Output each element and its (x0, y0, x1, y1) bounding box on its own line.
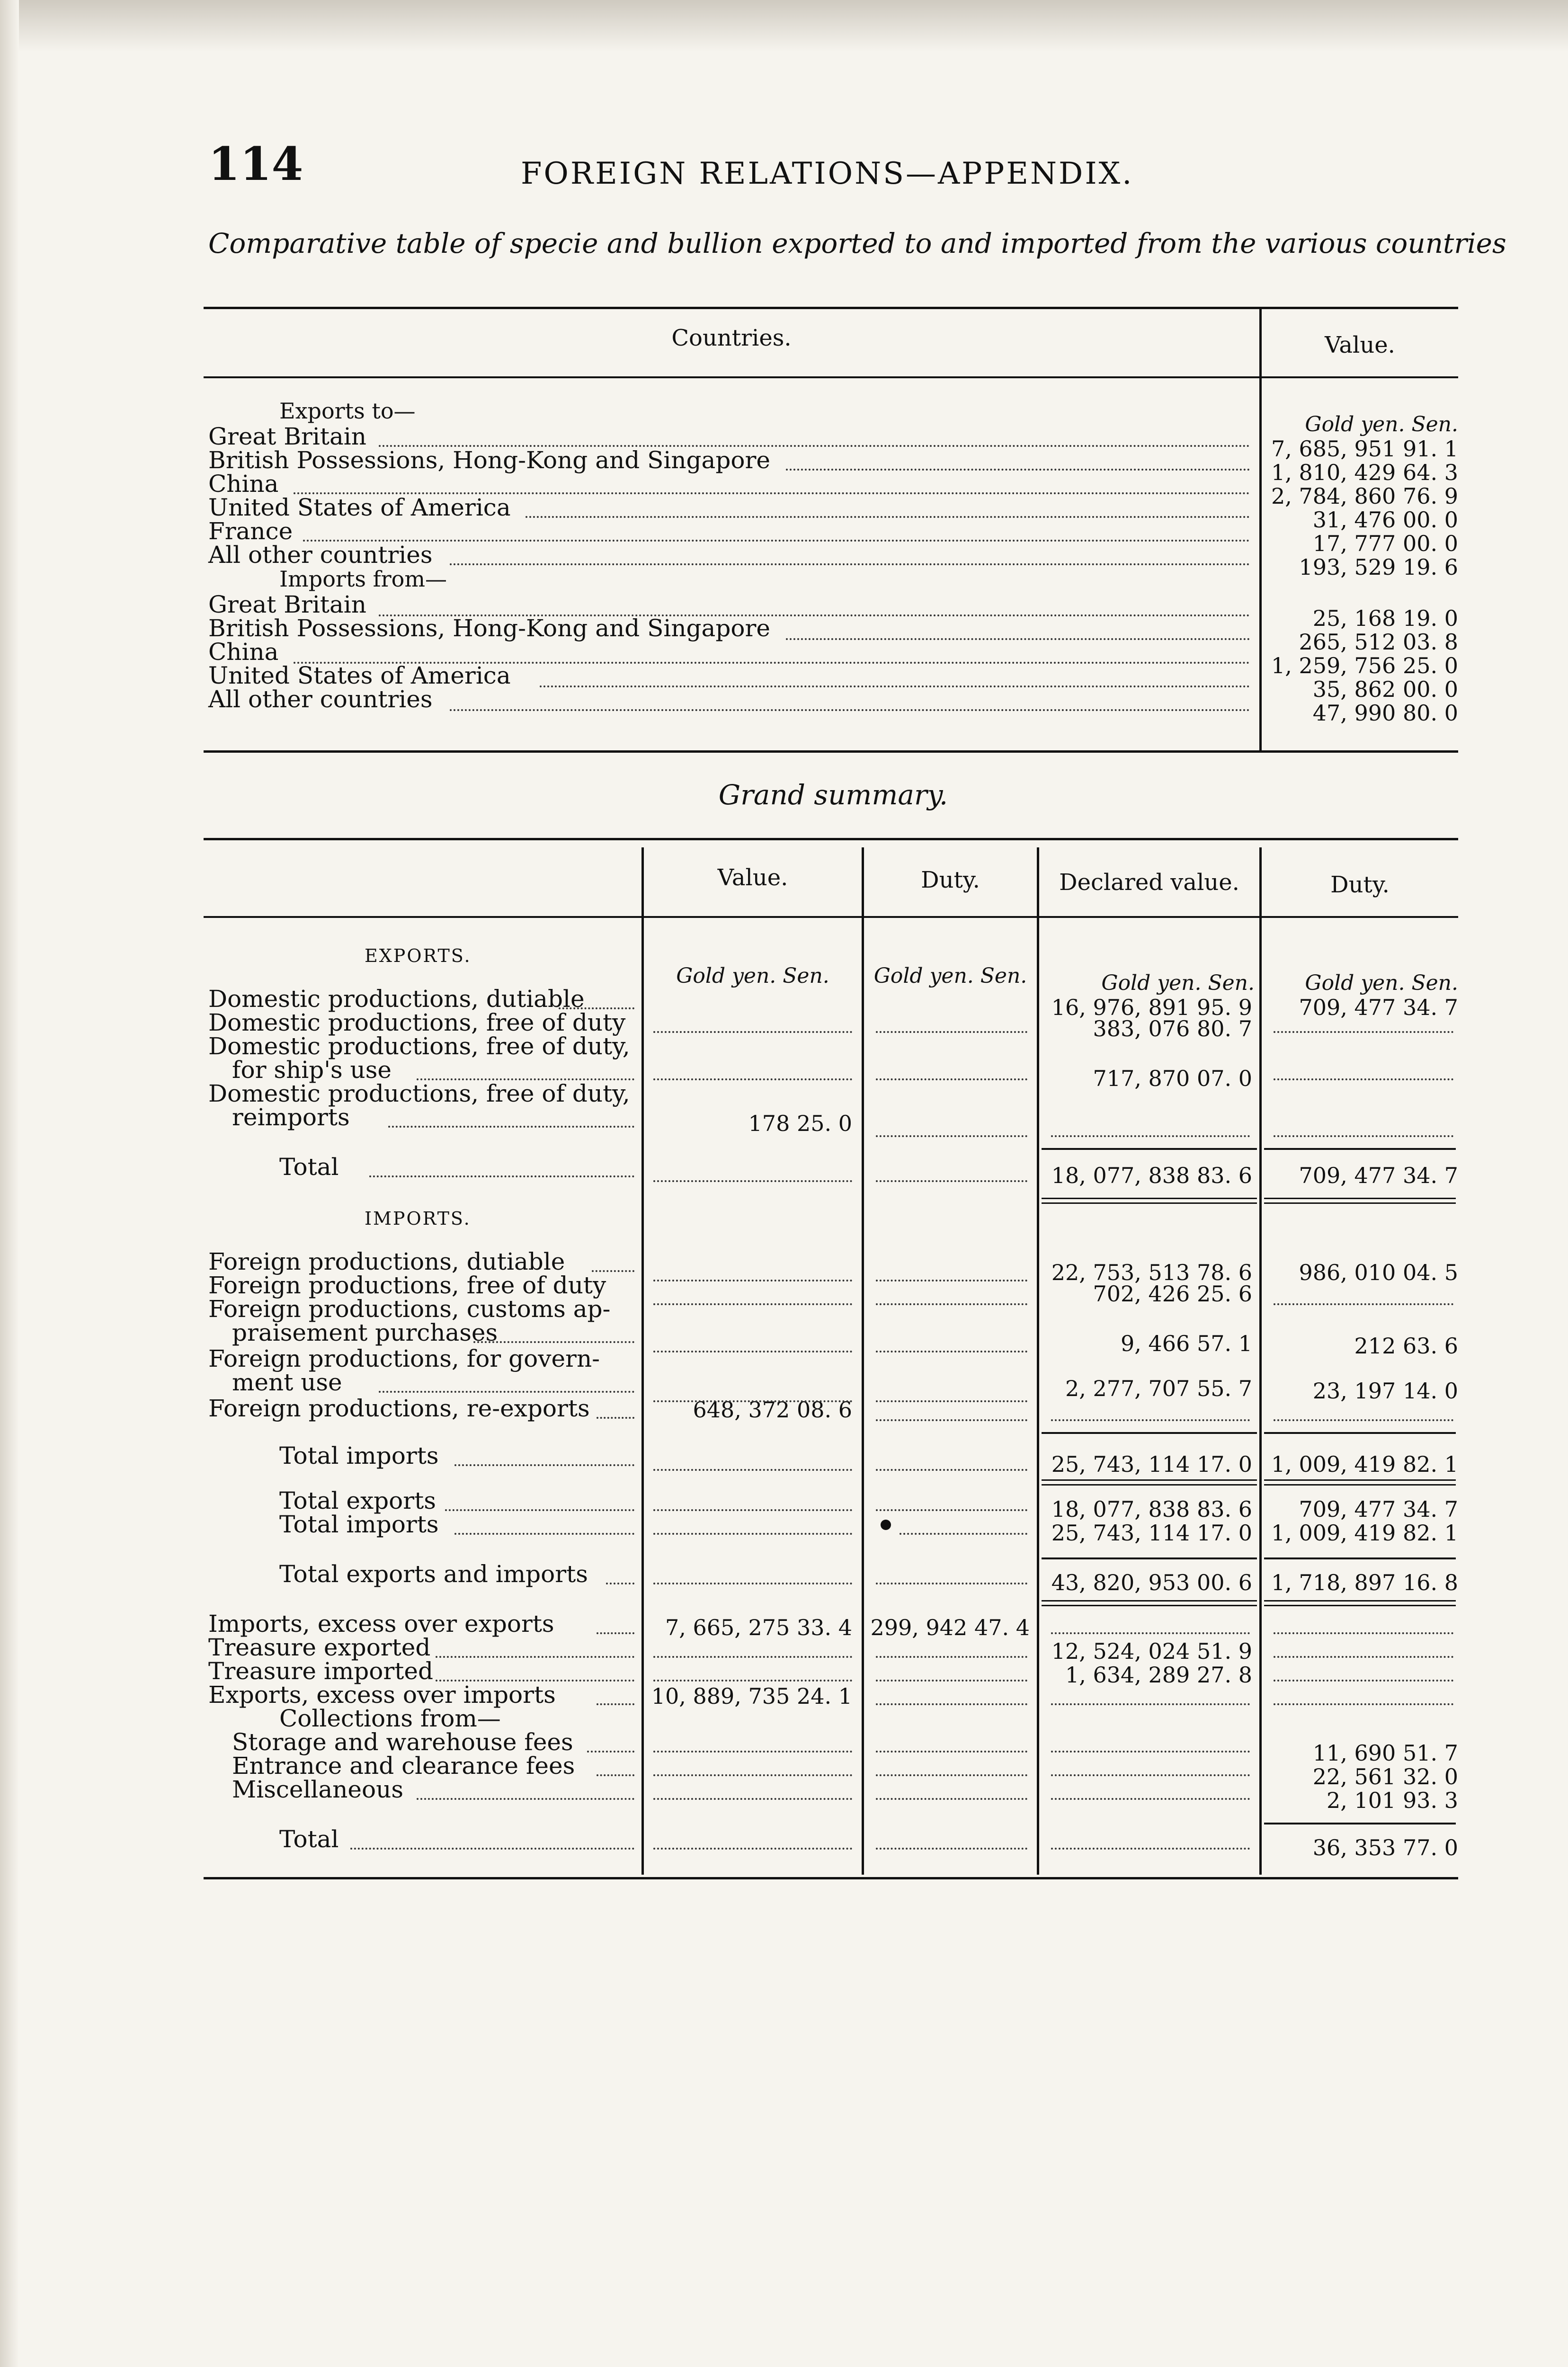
leader-dots (876, 1419, 1027, 1421)
page-top-edge (0, 0, 1568, 52)
unit-header: Gold yen. Sen. (1305, 971, 1458, 995)
summary-bottom-rule (204, 1877, 1458, 1879)
leader-dots (653, 1774, 852, 1776)
leader-dots (606, 1583, 634, 1584)
leader-dots (876, 1680, 1027, 1682)
row-label: Treasure imported (208, 1657, 433, 1685)
leader-dots (597, 1417, 634, 1419)
double-rule (1042, 1202, 1257, 1204)
double-rule (1042, 1198, 1257, 1199)
row-label: Foreign productions, free of duty (208, 1272, 606, 1299)
leader-dots (653, 1680, 852, 1682)
double-rule (1264, 1605, 1456, 1606)
row-label-cont: for ship's use (232, 1056, 392, 1084)
col-header-countries: Countries. (671, 325, 792, 351)
leader-dots (653, 1751, 852, 1753)
leader-dots (876, 1303, 1027, 1305)
ink-blot (881, 1520, 891, 1530)
exports-heading: EXPORTS. (365, 945, 472, 966)
page-left-edge (0, 0, 19, 2367)
duty2-cell: 709, 477 34. 7 (1299, 1496, 1458, 1522)
summary-top-rule (204, 838, 1458, 840)
duty2-cell: 23, 197 14. 0 (1312, 1378, 1458, 1404)
leader-dots (653, 1280, 852, 1281)
leader-dots (876, 1400, 1027, 1402)
declared-value-cell: 702, 426 25. 6 (1093, 1281, 1252, 1307)
declared-value-cell: 717, 870 07. 0 (1093, 1066, 1252, 1091)
leader-dots (876, 1848, 1027, 1850)
leader-dots (876, 1703, 1027, 1705)
leader-dots (369, 1175, 634, 1177)
total-label: Total imports (279, 1511, 439, 1538)
duty2-cell: 709, 477 34. 7 (1299, 995, 1458, 1020)
col-header-duty: Duty. (921, 867, 980, 893)
double-rule (1264, 1484, 1456, 1486)
unit-header: Gold yen. Sen. (1101, 971, 1255, 995)
declared-value-cell: 12, 524, 024 51. 9 (1051, 1638, 1252, 1664)
unit-header: Gold yen. Sen. (1305, 412, 1458, 436)
row-label: Collections from— (279, 1705, 501, 1732)
row-label: Foreign productions, re-exports (208, 1395, 590, 1422)
double-rule (1264, 1202, 1456, 1204)
leader-dots (1051, 1798, 1250, 1800)
table1-column-divider (1259, 308, 1262, 750)
leader-dots (1274, 1031, 1453, 1033)
unit-header: Gold yen. Sen. (873, 964, 1027, 988)
double-rule (1042, 1479, 1257, 1481)
value-cell: 35, 862 00. 0 (1312, 676, 1458, 702)
leader-dots (350, 1848, 634, 1850)
leader-dots (876, 1751, 1027, 1753)
double-rule (1042, 1605, 1257, 1606)
leader-dots (1051, 1848, 1250, 1850)
subtotal-rule (1042, 1557, 1257, 1559)
leader-dots (653, 1400, 852, 1402)
leader-dots (653, 1798, 852, 1800)
leader-dots (1274, 1656, 1453, 1658)
leader-dots (876, 1656, 1027, 1658)
leader-dots (1274, 1632, 1453, 1634)
total-label: Total exports (279, 1487, 436, 1514)
double-rule (1264, 1479, 1456, 1481)
leader-dots (876, 1509, 1027, 1511)
double-rule (1042, 1484, 1257, 1486)
declared-value-cell: 16, 976, 891 95. 9 (1051, 995, 1252, 1020)
duty2-cell: 2, 101 93. 3 (1327, 1788, 1458, 1813)
country-label: British Possessions, Hong-Kong and Singapore (208, 446, 770, 474)
col-header-value: Value. (717, 864, 788, 891)
declared-value-cell: 2, 277, 707 55. 7 (1065, 1376, 1252, 1401)
leader-dots (417, 1078, 634, 1080)
row-label: Foreign productions, dutiable (208, 1248, 565, 1275)
leader-dots (1274, 1680, 1453, 1682)
leader-dots (388, 1126, 634, 1128)
duty2-cell: 1, 009, 419 82. 1 (1271, 1451, 1458, 1477)
value-cell: 648, 372 08. 6 (693, 1397, 852, 1423)
leader-dots (540, 685, 1250, 687)
row-label: Storage and warehouse fees (232, 1728, 573, 1756)
leader-dots (876, 1583, 1027, 1584)
leader-dots (1051, 1774, 1250, 1776)
summary-header-rule (204, 916, 1458, 918)
country-label: United States of America (208, 662, 511, 689)
leader-dots (653, 1469, 852, 1471)
leader-dots (876, 1135, 1027, 1137)
row-label: Imports, excess over exports (208, 1610, 554, 1637)
leader-dots (436, 1656, 634, 1658)
leader-dots (876, 1280, 1027, 1281)
leader-dots (597, 1632, 634, 1634)
leader-dots (653, 1303, 852, 1305)
country-label: All other countries (208, 541, 433, 569)
double-rule (1264, 1600, 1456, 1602)
subtotal-rule (1264, 1557, 1456, 1559)
leader-dots (445, 1509, 634, 1511)
row-label: Domestic productions, free of duty, (208, 1080, 630, 1107)
subtotal-rule (1042, 1148, 1257, 1150)
row-label: Domestic productions, free of duty (208, 1009, 626, 1036)
table1-caption: Comparative table of specie and bullion exported to and imported from the various countries (208, 227, 1506, 259)
value-cell: 31, 476 00. 0 (1312, 507, 1458, 533)
value-cell: 7, 665, 275 33. 4 (665, 1615, 852, 1640)
row-label-cont: reimports (232, 1103, 350, 1131)
leader-dots (454, 1533, 634, 1535)
leader-dots (454, 1464, 634, 1466)
declared-value-cell: 25, 743, 114 17. 0 (1051, 1520, 1252, 1546)
country-label: All other countries (208, 685, 433, 713)
leader-dots (597, 1703, 634, 1705)
row-label: Entrance and clearance fees (232, 1752, 575, 1780)
leader-dots (653, 1583, 852, 1584)
row-label: Domestic productions, dutiable (208, 985, 585, 1013)
duty2-cell: 36, 353 77. 0 (1312, 1835, 1458, 1860)
leader-dots (1051, 1751, 1250, 1753)
duty2-cell: 986, 010 04. 5 (1299, 1260, 1458, 1285)
row-label: Treasure exported (208, 1634, 431, 1661)
value-cell: 1, 810, 429 64. 3 (1271, 460, 1458, 485)
row-label-cont: ment use (232, 1369, 342, 1396)
leader-dots (436, 1680, 634, 1682)
leader-dots (900, 1533, 1027, 1535)
leader-dots (1274, 1303, 1453, 1305)
row-label: Foreign productions, customs ap- (208, 1295, 611, 1323)
declared-value-cell: 22, 753, 513 78. 6 (1051, 1260, 1252, 1285)
leader-dots (653, 1533, 852, 1535)
total-label: Total (279, 1153, 339, 1181)
value-cell: 2, 784, 860 76. 9 (1271, 483, 1458, 509)
country-label: Great Britain (208, 591, 366, 618)
leader-dots (1274, 1703, 1453, 1705)
row-label-cont: praisement purchases (232, 1319, 498, 1346)
col-header-value: Value. (1325, 332, 1395, 358)
declared-value-cell: 43, 820, 953 00. 6 (1051, 1570, 1252, 1595)
declared-value-cell: 9, 466 57. 1 (1121, 1331, 1252, 1356)
leader-dots (653, 1848, 852, 1850)
duty2-cell: 709, 477 34. 7 (1299, 1163, 1458, 1188)
leader-dots (450, 709, 1250, 711)
value-cell: 1, 259, 756 25. 0 (1271, 653, 1458, 678)
leader-dots (876, 1469, 1027, 1471)
value-cell: 193, 529 19. 6 (1299, 554, 1458, 580)
leader-dots (417, 1798, 634, 1800)
value-cell: 10, 889, 735 24. 1 (651, 1683, 852, 1709)
unit-header: Gold yen. Sen. (676, 964, 829, 988)
row-label: Domestic productions, free of duty, (208, 1032, 630, 1060)
declared-value-cell: 18, 077, 838 83. 6 (1051, 1496, 1252, 1522)
summary-col-divider (862, 847, 864, 1875)
row-label: Foreign productions, for govern- (208, 1345, 600, 1372)
leader-dots (653, 1656, 852, 1658)
subtotal-rule (1264, 1823, 1456, 1824)
leader-dots (786, 469, 1250, 471)
leader-dots (653, 1180, 852, 1182)
leader-dots (303, 540, 1250, 542)
leader-dots (597, 1774, 634, 1776)
declared-value-cell: 1, 634, 289 27. 8 (1065, 1662, 1252, 1688)
duty2-cell: 212 63. 6 (1354, 1333, 1458, 1359)
country-label: United States of America (208, 494, 511, 521)
row-label: Exports, excess over imports (208, 1681, 556, 1709)
declared-value-cell: 18, 077, 838 83. 6 (1051, 1163, 1252, 1188)
value-cell: 47, 990 80. 0 (1312, 700, 1458, 726)
leader-dots (653, 1351, 852, 1353)
value-cell: 265, 512 03. 8 (1299, 629, 1458, 655)
exports-to-heading: Exports to— (279, 398, 416, 424)
total-label: Total imports (279, 1442, 439, 1469)
col-header-declared-value: Declared value. (1059, 869, 1239, 896)
leader-dots (1051, 1135, 1250, 1137)
imports-from-heading: Imports from— (279, 566, 447, 592)
leader-dots (592, 1270, 634, 1272)
value-cell: 25, 168 19. 0 (1312, 605, 1458, 631)
double-rule (1264, 1198, 1456, 1199)
leader-dots (876, 1351, 1027, 1353)
total-label: Total exports and imports (279, 1560, 588, 1588)
leader-dots (1051, 1419, 1250, 1421)
leader-dots (876, 1774, 1027, 1776)
value-cell: 7, 685, 951 91. 1 (1271, 436, 1458, 462)
country-label: China (208, 470, 279, 498)
leader-dots (1051, 1703, 1250, 1705)
table1-bottom-rule (204, 750, 1458, 753)
leader-dots (559, 1007, 634, 1009)
leader-dots (876, 1798, 1027, 1800)
duty2-cell: 22, 561 32. 0 (1312, 1764, 1458, 1789)
leader-dots (876, 1078, 1027, 1080)
leader-dots (473, 1341, 634, 1343)
leader-dots (587, 1751, 634, 1753)
leader-dots (1274, 1419, 1453, 1421)
country-label: China (208, 638, 279, 666)
table1-top-rule (204, 307, 1458, 309)
leader-dots (786, 638, 1250, 640)
double-rule (1042, 1600, 1257, 1602)
duty-cell: 299, 942 47. 4 (870, 1615, 1030, 1640)
leader-dots (876, 1180, 1027, 1182)
duty2-cell: 1, 718, 897 16. 8 (1271, 1570, 1458, 1595)
declared-value-cell: 25, 743, 114 17. 0 (1051, 1451, 1252, 1477)
leader-dots (876, 1031, 1027, 1033)
country-label: Great Britain (208, 423, 366, 450)
leader-dots (653, 1031, 852, 1033)
subtotal-rule (1042, 1432, 1257, 1434)
subtotal-rule (1264, 1432, 1456, 1434)
grand-summary-title: Grand summary. (718, 779, 948, 811)
col-header-duty-2: Duty. (1330, 872, 1390, 898)
country-label: France (208, 517, 293, 545)
running-head: FOREIGN RELATIONS—APPENDIX. (521, 156, 1134, 191)
summary-col-divider (641, 847, 644, 1875)
page-number: 114 (208, 137, 303, 191)
duty2-cell: 1, 009, 419 82. 1 (1271, 1520, 1458, 1546)
leader-dots (1274, 1078, 1453, 1080)
imports-heading: IMPORTS. (365, 1208, 471, 1229)
duty2-cell: 11, 690 51. 7 (1312, 1740, 1458, 1766)
declared-value-cell: 383, 076 80. 7 (1093, 1016, 1252, 1041)
leader-dots (379, 1391, 634, 1393)
leader-dots (653, 1078, 852, 1080)
leader-dots (526, 516, 1250, 518)
country-label: British Possessions, Hong-Kong and Singapore (208, 614, 770, 642)
value-cell: 178 25. 0 (748, 1111, 852, 1136)
leader-dots (1274, 1135, 1453, 1137)
leader-dots (450, 563, 1250, 565)
total-label: Total (279, 1825, 339, 1853)
leader-dots (1051, 1632, 1250, 1634)
value-cell: 17, 777 00. 0 (1312, 531, 1458, 556)
row-label: Miscellaneous (232, 1776, 403, 1803)
table1-header-rule (204, 376, 1458, 378)
subtotal-rule (1264, 1148, 1456, 1150)
leader-dots (653, 1509, 852, 1511)
